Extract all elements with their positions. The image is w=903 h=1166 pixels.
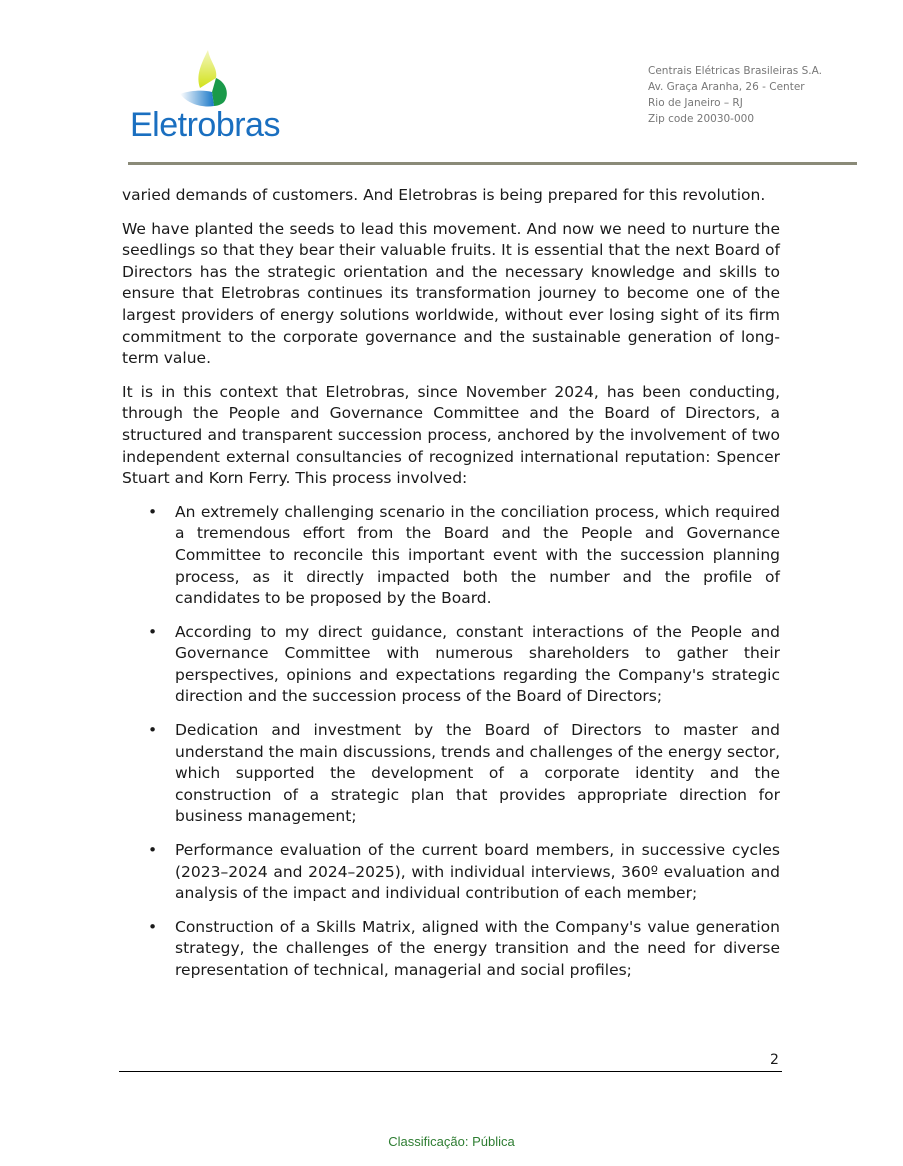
company-address — [648, 63, 822, 127]
bullet-icon: • — [148, 622, 158, 641]
logo-text: Eletrobras — [130, 106, 280, 144]
logo-drop-icon — [130, 48, 290, 108]
list-item-text: An extremely challenging scenario in the conciliation process, which required a tremendous effort from the Board and the People and Governance Committee to reconcile this important event with the succession planning process, as it directly impacted both the number and the profile of candidates to be proposed by the Board. — [175, 502, 780, 608]
address-line: Centrais Elétricas Brasileiras S.A. — [648, 65, 822, 77]
list-item-text: According to my direct guidance, constant interactions of the People and Governance Committee with numerous shareholders to gather their perspectives, opinions and expectations regarding the Company's strategic direction and the succession process of the Board of Directors; — [175, 622, 780, 706]
list-item — [148, 840, 780, 905]
classification-label: Classificação: Pública — [388, 1134, 515, 1149]
paragraph: It is in this context that Eletrobras, since November 2024, has been conducting, through the People and Governance Committee and the Board of Directors, a structured and transparent succession process, anchored by the involvement of two independent external consultancies of recognized international reputation: Spencer Stuart and Korn Ferry. This process involved: — [122, 382, 780, 488]
list-item-text: Dedication and investment by the Board of Directors to master and understand the main discussions, trends and challenges of the energy sector, which supported the development of a corporate identity and the construction of a strategic plan that provides appropriate direction for business management; — [175, 721, 780, 826]
paragraph: varied demands of customers. And Eletrobras is being prepared for this revolution. — [122, 186, 766, 204]
footer-divider — [119, 1071, 782, 1072]
bullet-icon: • — [148, 721, 158, 740]
list-item-text: Performance evaluation of the current board members, in successive cycles (2023–2024 and 2024–2025), with individual interviews, 360º evaluation and analysis of the impact and individual contribution of each member; — [175, 841, 780, 903]
address-line: Rio de Janeiro – RJ — [648, 97, 743, 109]
bullet-icon: • — [148, 841, 158, 860]
paragraph: We have planted the seeds to lead this movement. And now we need to nurture the seedlings so that they bear their valuable fruits. It is essential that the next Board of Directors has the strategic orientation and the necessary knowledge and skills to ensure that Eletrobras continues its transformation journey to become one of the largest providers of energy solutions worldwide, without ever losing sight of its firm commitment to the corporate governance and the sustainable generation of long-term value. — [122, 219, 780, 368]
list-item — [148, 720, 780, 828]
eletrobras-logo — [130, 48, 290, 148]
bullet-icon: • — [148, 502, 158, 521]
address-line: Zip code 20030-000 — [648, 113, 755, 125]
list-item — [148, 622, 780, 708]
list-item — [148, 502, 780, 610]
address-line: Av. Graça Aranha, 26 - Center — [648, 81, 805, 93]
bullet-icon: • — [148, 917, 158, 936]
document-body — [122, 185, 780, 994]
list-item — [148, 917, 780, 982]
bullet-list — [122, 502, 780, 982]
page-number: 2 — [770, 1052, 779, 1068]
header-divider — [128, 162, 857, 165]
list-item-text: Construction of a Skills Matrix, aligned with the Company's value generation strategy, the challenges of the energy transition and the need for diverse representation of technical, managerial and social profiles; — [175, 917, 780, 979]
